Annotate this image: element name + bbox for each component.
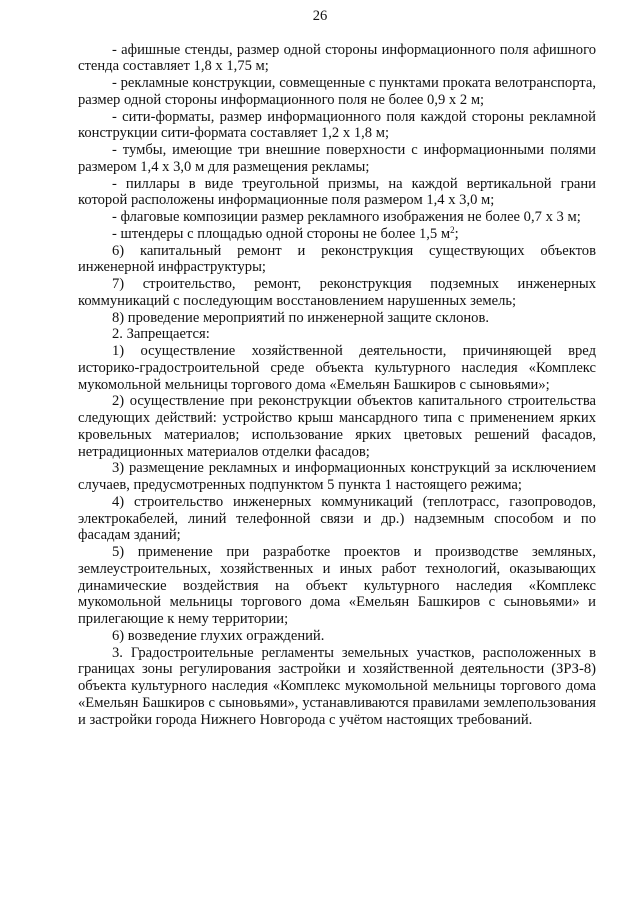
paragraph: 5) применение при разработке проектов и производстве земляных, землеустроительных, хозяйственных и иных работ технологий, оказывающих динамические воздействия на объект культурного наследия «Комплекс мукомольной мельницы торгового дома «Емельян Башкиров с сыновьями» и прилегающие к нему территории; <box>78 544 596 627</box>
body-text <box>78 42 596 729</box>
paragraph: 2. Запрещается: <box>112 326 210 343</box>
paragraph: - тумбы, имеющие три внешние поверхности с информационными полями размером 1,4 х 3,0 м для размещения рекламы; <box>78 142 596 175</box>
paragraph: 4) строительство инженерных коммуникаций (теплотрасс, газопроводов, электрокабелей, линий телефонной связи и др.) надземным способом и по фасадам зданий; <box>78 493 596 544</box>
paragraph: 2) осуществление при реконструкции объектов капитального строительства следующих действий: устройство крыш мансардного типа с применением ярких кровельных материалов; использование ярких цветовых решений фасадов, нетрадиционных материалов отделки фасадов; <box>78 393 596 460</box>
paragraph-tail: ; <box>454 225 459 242</box>
superscript: 2 <box>450 224 455 235</box>
paragraph: 7) строительство, ремонт, реконструкция подземных инженерных коммуникаций с последующим восстановлением нарушенных земель; <box>78 276 596 309</box>
paragraph: 3) размещение рекламных и информационных конструкций за исключением случаев, предусмотренных подпунктом 5 пункта 1 настоящего режима; <box>78 460 596 493</box>
page-number: 26 <box>312 8 328 24</box>
paragraph: - флаговые композиции размер рекламного изображения не более 0,7 х 3 м; <box>112 209 581 225</box>
paragraph: - афишные стенды, размер одной стороны информационного поля афишного стенда составляет 1,8 х 1,75 м; <box>78 41 596 75</box>
paragraph: 1) осуществление хозяйственной деятельности, причиняющей вред историко-градостроительной среде объекта культурного наследия «Комплекс мукомольной мельницы торгового дома «Емельян Башкиров с сыновьями»; <box>78 343 596 393</box>
paragraph: - пиллары в виде треугольной призмы, на каждой вертикальной грани которой расположены информационные поля размером 1,4 х 3,0 м; <box>78 175 596 209</box>
paragraph: 8) проведение мероприятий по инженерной защите склонов. <box>112 309 490 326</box>
paragraph: - сити-форматы, размер информационного поля каждой стороны рекламной конструкции сити-формата составляет 1,2 х 1,8 м; <box>78 108 596 142</box>
paragraph: - рекламные конструкции, совмещенные с пунктами проката велотранспорта, размер одной стороны информационного поля не более 0,9 х 2 м; <box>78 75 596 108</box>
paragraph: 6) капитальный ремонт и реконструкция существующих объектов инженерной инфраструктуры; <box>78 242 596 276</box>
paragraph: 3. Градостроительные регламенты земельных участков, расположенных в границах зоны регулирования застройки и хозяйственной деятельности (ЗРЗ-8) объекта культурного наследия «Комплекс мукомольной мельницы торгового дома «Емельян Башкиров с сыновьями», устанавливаются правилами землепользования и застройки города Нижнего Новгорода с учётом настоящих требований. <box>78 644 596 728</box>
paragraph: 6) возведение глухих ограждений. <box>112 627 325 644</box>
paragraph-text: - штендеры с площадью одной стороны не более 1,5 м <box>112 225 451 242</box>
paragraph <box>78 226 596 243</box>
